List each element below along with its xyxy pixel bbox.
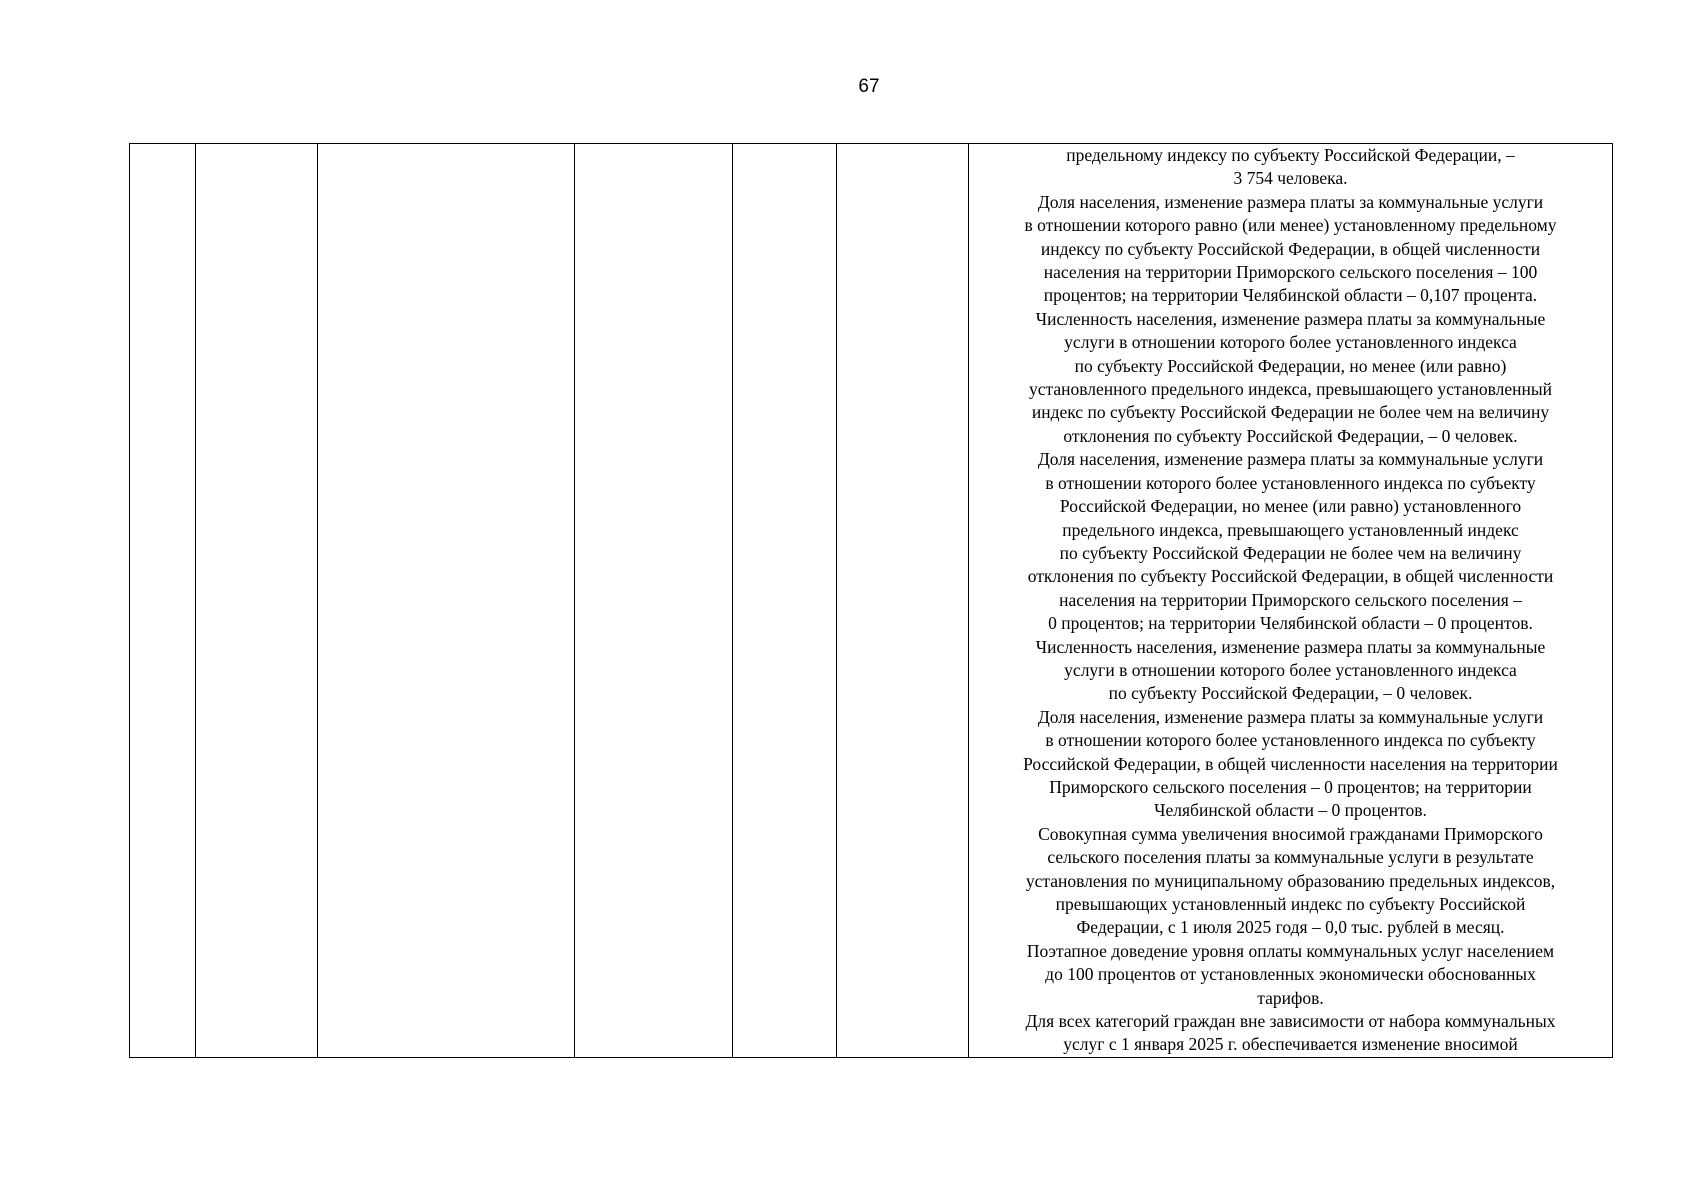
text-line: по субъекту Российской Федерации, – 0 человек. bbox=[1108, 683, 1473, 704]
text-line: отклонения по субъекту Российской Федерации, в общей численности bbox=[1027, 566, 1554, 587]
text-line: Федерации, с 1 июля 2025 годя – 0,0 тыс. рублей в месяц. bbox=[1076, 917, 1505, 938]
text-line: предельного индекса, превышающего установленный индекс bbox=[1062, 519, 1519, 540]
text-line: до 100 процентов от установленных экономически обоснованных bbox=[1045, 964, 1536, 985]
table-cell-col-1 bbox=[130, 144, 196, 1058]
document-table bbox=[129, 143, 1613, 1058]
text-line: услуг с 1 января 2025 г. обеспечивается изменение вносимой bbox=[1063, 1034, 1518, 1055]
text-line: по субъекту Российской Федерации не более чем на величину bbox=[1059, 542, 1522, 563]
table-cell-col-5 bbox=[733, 144, 837, 1058]
text-line: Челябинской области – 0 процентов. bbox=[1154, 800, 1427, 821]
text-line: Численность населения, изменение размера платы за коммунальные bbox=[1035, 636, 1546, 657]
text-line: Российской Федерации, в общей численности населения на территории bbox=[1023, 753, 1558, 774]
text-line: отклонения по субъекту Российской Федерации, – 0 человек. bbox=[1063, 425, 1518, 446]
text-line: тарифов. bbox=[1257, 987, 1324, 1008]
text-line: по субъекту Российской Федерации, но менее (или равно) bbox=[1074, 355, 1507, 376]
table-cell-col-2 bbox=[196, 144, 318, 1058]
table-row bbox=[130, 144, 1613, 1058]
table-cell-text bbox=[969, 144, 1613, 1058]
text-line: 3 754 человека. bbox=[1233, 168, 1348, 189]
text-line: услуги в отношении которого более установленного индекса bbox=[1064, 659, 1517, 680]
text-line: в отношении которого более установленного индекса по субъекту bbox=[1045, 730, 1536, 751]
text-line: превышающих установленный индекс по субъекту Российской bbox=[1055, 894, 1526, 914]
text-line: Поэтапное доведение уровня оплаты коммунальных услуг населением bbox=[1026, 940, 1555, 961]
text-line: Для всех категорий граждан вне зависимости от набора коммунальных bbox=[1025, 1011, 1556, 1032]
text-line: 0 процентов; на территории Челябинской области – 0 процентов. bbox=[1048, 613, 1533, 634]
text-line: Доля населения, изменение размера платы за коммунальные услуги bbox=[1037, 191, 1544, 212]
text-line: предельному индексу по субъекту Российской Федерации, – bbox=[1066, 145, 1515, 165]
text-line: индекс по субъекту Российской Федерации не более чем на величину bbox=[1031, 402, 1550, 423]
table-cell-col-6 bbox=[837, 144, 969, 1058]
text-line: Приморского сельского поселения – 0 процентов; на территории bbox=[1049, 776, 1532, 797]
text-line: Доля населения, изменение размера платы за коммунальные услуги bbox=[1037, 449, 1544, 470]
text-line: населения на территории Приморского сельского поселения – 100 bbox=[1043, 262, 1538, 283]
text-line: установленного предельного индекса, превышающего установленный bbox=[1028, 379, 1553, 400]
text-line: сельского поселения платы за коммунальные услуги в результате bbox=[1047, 847, 1534, 868]
table-cell-col-4 bbox=[575, 144, 733, 1058]
page-number: 67 bbox=[858, 76, 880, 97]
text-line: Российской Федерации, но менее (или равно) установленного bbox=[1059, 496, 1522, 517]
text-line: в отношении которого равно (или менее) установленному предельному bbox=[1024, 215, 1557, 236]
text-line: населения на территории Приморского сельского поселения – bbox=[1059, 589, 1522, 610]
text-line: Совокупная сумма увеличения вносимой гражданами Приморского bbox=[1038, 823, 1543, 844]
text-line: установления по муниципальному образованию предельных индексов, bbox=[1025, 870, 1556, 891]
text-line: в отношении которого более установленного индекса по субъекту bbox=[1045, 472, 1536, 493]
text-line: услуги в отношении которого более установленного индекса bbox=[1064, 332, 1517, 353]
table-cell-col-3 bbox=[318, 144, 575, 1058]
text-line: Доля населения, изменение размера платы за коммунальные услуги bbox=[1037, 706, 1544, 727]
text-line: индексу по субъекту Российской Федерации, в общей численности bbox=[1040, 238, 1541, 259]
text-line: процентов; на территории Челябинской области – 0,107 процента. bbox=[1043, 285, 1538, 306]
text-line: Численность населения, изменение размера платы за коммунальные bbox=[1035, 308, 1546, 329]
